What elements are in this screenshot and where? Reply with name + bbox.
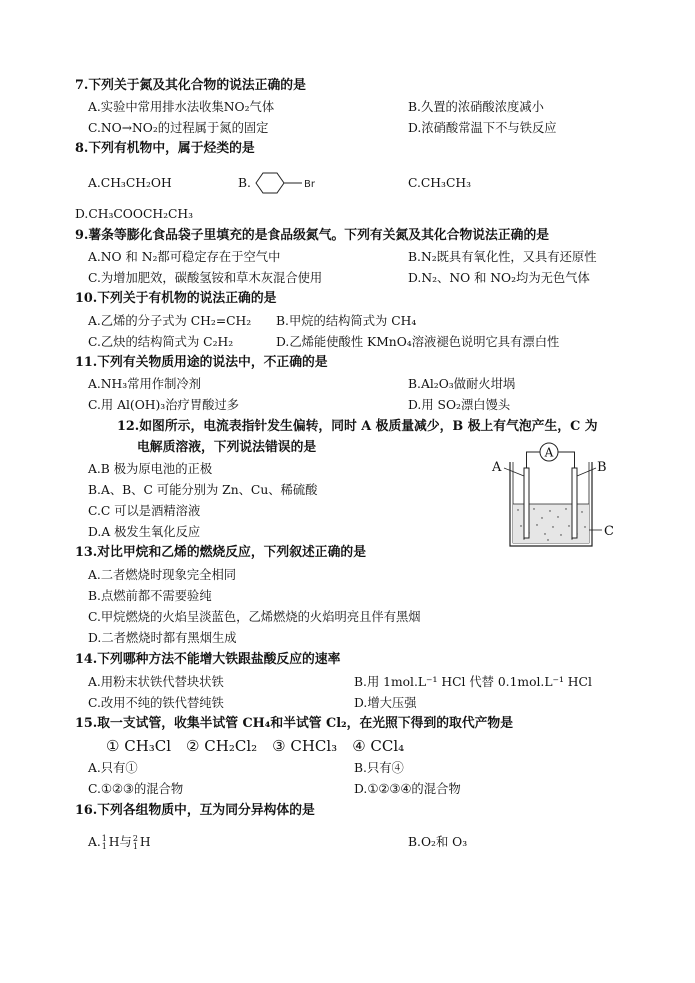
nuclide-symbol-2: H — [139, 835, 151, 849]
q12-stem-line2: 电解质溶液，下列说法错误的是 — [137, 440, 317, 455]
q13-stem: 13.对比甲烷和乙烯的燃烧反应，下列叙述正确的是 — [75, 545, 366, 560]
q11-option-b[interactable]: B.Al₂O₃做耐火坩埚 — [408, 377, 516, 391]
q7-option-a[interactable]: A.实验中常用排水法收集NO₂气体 — [88, 100, 275, 114]
q12-option-b[interactable]: B.A、B、C 可能分别为 Zn、Cu、稀硫酸 — [88, 483, 318, 497]
q7-option-b[interactable]: B.久置的浓硝酸浓度减小 — [408, 100, 544, 114]
q9-option-d[interactable]: D.N₂、NO 和 NO₂均为无色气体 — [408, 271, 590, 285]
label-electrode-b: B — [597, 460, 607, 475]
q16-option-a[interactable] — [88, 834, 151, 851]
wire-right — [558, 452, 575, 468]
q12-option-d[interactable]: D.A 极发生氧化反应 — [88, 525, 201, 539]
q10-option-a[interactable]: A.乙烯的分子式为 CH₂=CH₂ — [88, 314, 252, 328]
galvanic-cell-diagram — [488, 438, 620, 552]
q15-option-b[interactable]: B.只有④ — [354, 761, 404, 775]
q13-option-c[interactable]: C.甲烷燃烧的火焰呈淡蓝色，乙烯燃烧的火焰明亮且伴有黑烟 — [88, 610, 421, 624]
q12-stem-line1: 12.如图所示，电流表指针发生偏转，同时 A 极质量减少，B 极上有气泡产生，C 为 — [117, 419, 598, 434]
q16-stem: 16.下列各组物质中，互为同分异构体的是 — [75, 803, 315, 818]
q15-option-c[interactable]: C.①②③的混合物 — [88, 782, 184, 796]
q11-option-c[interactable]: C.用 Al(OH)₃治疗胃酸过多 — [88, 398, 240, 412]
br-label: Br — [304, 179, 315, 190]
bromobenzene-structure — [252, 170, 322, 196]
q8-option-c[interactable]: C.CH₃CH₃ — [408, 176, 472, 190]
q15-products: ① CH₃Cl ② CH₂Cl₂ ③ CHCl₃ ④ CCl₄ — [106, 737, 405, 755]
nuclide-symbol-1: H — [108, 835, 120, 849]
electrode-b — [572, 468, 577, 538]
q11-option-a[interactable]: A.NH₃常用作制冷剂 — [88, 377, 201, 391]
q12-option-c[interactable]: C.C 可以是酒精溶液 — [88, 504, 201, 518]
q15-stem: 15.取一支试管，收集半试管 CH₄和半试管 Cl₂，在光照下得到的取代产物是 — [75, 716, 514, 731]
q16-option-a-prefix: A. — [88, 835, 101, 849]
q14-stem: 14.下列哪种方法不能增大铁跟盐酸反应的速率 — [75, 652, 341, 667]
q8-option-d[interactable]: D.CH₃COOCH₂CH₃ — [75, 207, 194, 221]
q11-stem: 11.下列有关物质用途的说法中，不正确的是 — [75, 355, 328, 370]
q15-option-d[interactable]: D.①②③④的混合物 — [354, 782, 461, 796]
label-b-leader — [577, 468, 596, 476]
q7-stem: 7.下列关于氮及其化合物的说法正确的是 — [75, 78, 306, 93]
q15-option-a[interactable]: A.只有① — [88, 761, 138, 775]
nuclide-scripts-2: 2 1 — [132, 833, 138, 851]
q16-option-a-join: 与 — [119, 835, 132, 849]
ammeter-label: A — [544, 445, 554, 460]
q8-option-a[interactable]: A.CH₃CH₂OH — [88, 176, 172, 190]
q13-option-b[interactable]: B.点燃前都不需要验纯 — [88, 589, 212, 603]
q14-option-a[interactable]: A.用粉末状铁代替块状铁 — [88, 675, 224, 689]
q14-option-c[interactable]: C.改用不纯的铁代替纯铁 — [88, 696, 224, 710]
q9-option-c[interactable]: C.为增加肥效，碳酸氢铵和草木灰混合使用 — [88, 271, 323, 285]
q10-stem: 10.下列关于有机物的说法正确的是 — [75, 291, 277, 306]
q10-option-d[interactable]: D.乙烯能使酸性 KMnO₄溶液褪色说明它具有漂白性 — [276, 335, 560, 349]
q12-option-a[interactable]: A.B 极为原电池的正极 — [88, 462, 213, 476]
q8-stem: 8.下列有机物中，属于烃类的是 — [75, 141, 255, 156]
q8-option-b-prefix: B. — [238, 176, 251, 190]
q7-option-c[interactable]: C.NO→NO₂的过程属于氮的固定 — [88, 121, 269, 135]
benzene-ring — [256, 173, 284, 193]
label-a-leader — [504, 468, 524, 476]
electrode-a — [524, 468, 529, 538]
q13-option-a[interactable]: A.二者燃烧时现象完全相同 — [88, 568, 237, 582]
q13-option-d[interactable]: D.二者燃烧时都有黑烟生成 — [88, 631, 237, 645]
q10-option-c[interactable]: C.乙炔的结构简式为 C₂H₂ — [88, 335, 234, 349]
wire-left — [527, 452, 541, 468]
q7-option-d[interactable]: D.浓硝酸常温下不与铁反应 — [408, 121, 557, 135]
nuclide-scripts-1: 1 1 — [101, 833, 107, 851]
q9-stem: 9.薯条等膨化食品袋子里填充的是食品级氮气。下列有关氮及其化合物说法正确的是 — [75, 228, 550, 243]
q9-option-a[interactable]: A.NO 和 N₂都可稳定存在于空气中 — [88, 250, 281, 264]
q10-option-b[interactable]: B.甲烷的结构简式为 CH₄ — [276, 314, 417, 328]
label-solution-c: C — [604, 524, 614, 539]
label-electrode-a: A — [492, 460, 502, 475]
q8-option-b[interactable] — [238, 175, 251, 191]
q11-option-d[interactable]: D.用 SO₂漂白馒头 — [408, 398, 511, 412]
q9-option-b[interactable]: B.N₂既具有氧化性，又具有还原性 — [408, 250, 597, 264]
q14-option-b[interactable]: B.用 1mol.L⁻¹ HCl 代替 0.1mol.L⁻¹ HCl — [354, 675, 592, 689]
q16-option-b[interactable]: B.O₂和 O₃ — [408, 835, 468, 849]
q14-option-d[interactable]: D.增大压强 — [354, 696, 417, 710]
